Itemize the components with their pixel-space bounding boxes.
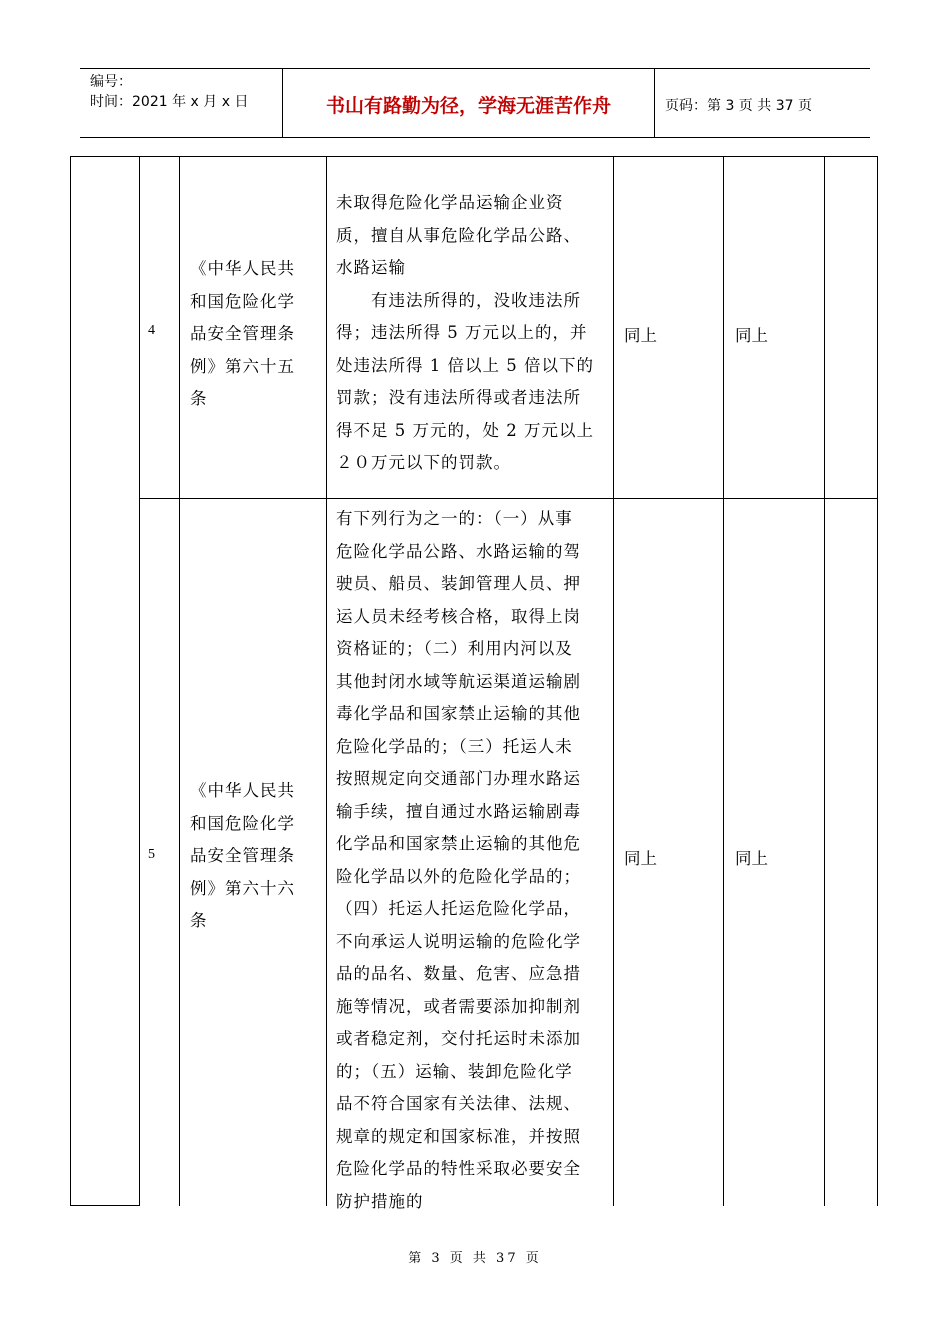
content-line: 得不足 5 万元的，处 2 万元以上	[336, 420, 594, 440]
page-header	[80, 68, 870, 138]
table-right-border	[877, 156, 878, 1206]
same-as-above-b: 同上	[735, 326, 768, 345]
motto-text: 书山有路勤为径，学海无涯苦作舟	[325, 95, 611, 117]
col-divider-b	[723, 156, 724, 1206]
law-line: 品安全管理条	[190, 846, 295, 865]
content-line: ２０万元以下的罚款。	[336, 453, 511, 472]
content-line: 运人员未经考核合格，取得上岗	[336, 606, 581, 626]
document-date: 时间：2021 年 x 月 x 日	[90, 94, 249, 110]
law-reference	[190, 253, 295, 416]
law-reference	[190, 775, 295, 938]
content-line: 输手续，擅自通过水路运输剧毒	[336, 801, 581, 821]
col-divider-a	[613, 156, 614, 1206]
content-line: 危险化学品的；（三）托运人未	[336, 736, 573, 756]
table-left-border	[70, 156, 71, 1206]
violation-content	[336, 503, 581, 1218]
same-as-above-b: 同上	[735, 849, 768, 868]
page-info: 页码：第 3 页 共 37 页	[665, 98, 812, 114]
content-line: 危险化学品公路、水路运输的驾	[336, 541, 581, 561]
law-line: 《中华人民共	[190, 781, 295, 800]
content-line: 水路运输	[336, 258, 406, 277]
content-line: 品的品名、数量、危害、应急措	[336, 964, 581, 983]
law-line: 条	[190, 911, 208, 930]
document-number-label: 编号：	[90, 74, 132, 90]
content-line: 品不符合国家有关法律、法规、	[336, 1094, 581, 1113]
col-divider-law	[179, 156, 180, 1206]
page-footer: 第 3 页 共 37 页	[408, 1251, 542, 1266]
law-line: 和国危险化学	[190, 291, 295, 311]
content-line: 险化学品以外的危险化学品的；	[336, 866, 581, 886]
law-line: 《中华人民共	[190, 259, 295, 278]
content-line: 质，擅自从事危险化学品公路、	[336, 225, 581, 245]
row-divider	[139, 498, 878, 499]
law-line: 和国危险化学	[190, 813, 295, 833]
content-line: 按照规定向交通部门办理水路运	[336, 769, 581, 788]
content-line: 未取得危险化学品运输企业资	[336, 193, 564, 212]
content-line: 其他封闭水域等航运渠道运输剧	[336, 671, 581, 691]
col-divider-no	[139, 156, 140, 1206]
content-line: 有下列行为之一的：（一）从事	[336, 509, 573, 528]
same-as-above-a: 同上	[624, 849, 657, 868]
same-as-above-a: 同上	[624, 326, 657, 345]
header-meta-cell	[80, 69, 283, 137]
law-line: 品安全管理条	[190, 324, 295, 343]
col-divider-c	[824, 156, 825, 1206]
header-motto-cell	[283, 69, 655, 137]
content-line: 驶员、船员、装卸管理人员、押	[336, 574, 581, 593]
content-line: 资格证的；（二）利用内河以及	[336, 639, 573, 658]
col-divider-content	[326, 156, 327, 1206]
content-line: 施等情况，或者需要添加抑制剂	[336, 996, 581, 1016]
header-page-cell	[655, 69, 870, 137]
content-line: 不向承运人说明运输的危险化学	[336, 931, 581, 951]
content-line: 得；违法所得 5 万元以上的，并	[336, 323, 588, 342]
violation-content	[336, 187, 594, 480]
content-line: 危险化学品的特性采取必要安全	[336, 1159, 581, 1178]
content-line: 化学品和国家禁止运输的其他危	[336, 834, 581, 853]
law-line: 条	[190, 389, 208, 408]
content-line: 规章的规定和国家标准，并按照	[336, 1126, 581, 1146]
content-line: 防护措施的	[336, 1191, 424, 1211]
law-line: 例》第六十五	[190, 356, 295, 376]
content-line: 罚款；没有违法所得或者违法所	[336, 388, 581, 407]
content-line: 毒化学品和国家禁止运输的其他	[336, 704, 581, 723]
content-line: 处违法所得 1 倍以上 5 倍以下的	[336, 355, 594, 375]
law-line: 例》第六十六	[190, 878, 295, 898]
table-bottom-border	[70, 1205, 139, 1206]
content-line: 或者稳定剂，交付托运时未添加	[336, 1029, 581, 1048]
content-line: 有违法所得的，没收违法所	[336, 290, 581, 310]
row-number: 4	[148, 323, 155, 338]
row-number: 5	[148, 847, 155, 862]
content-line: 的；（五）运输、装卸危险化学	[336, 1061, 573, 1081]
content-line: （四）托运人托运危险化学品，	[336, 899, 581, 918]
table-top-border	[70, 156, 878, 157]
